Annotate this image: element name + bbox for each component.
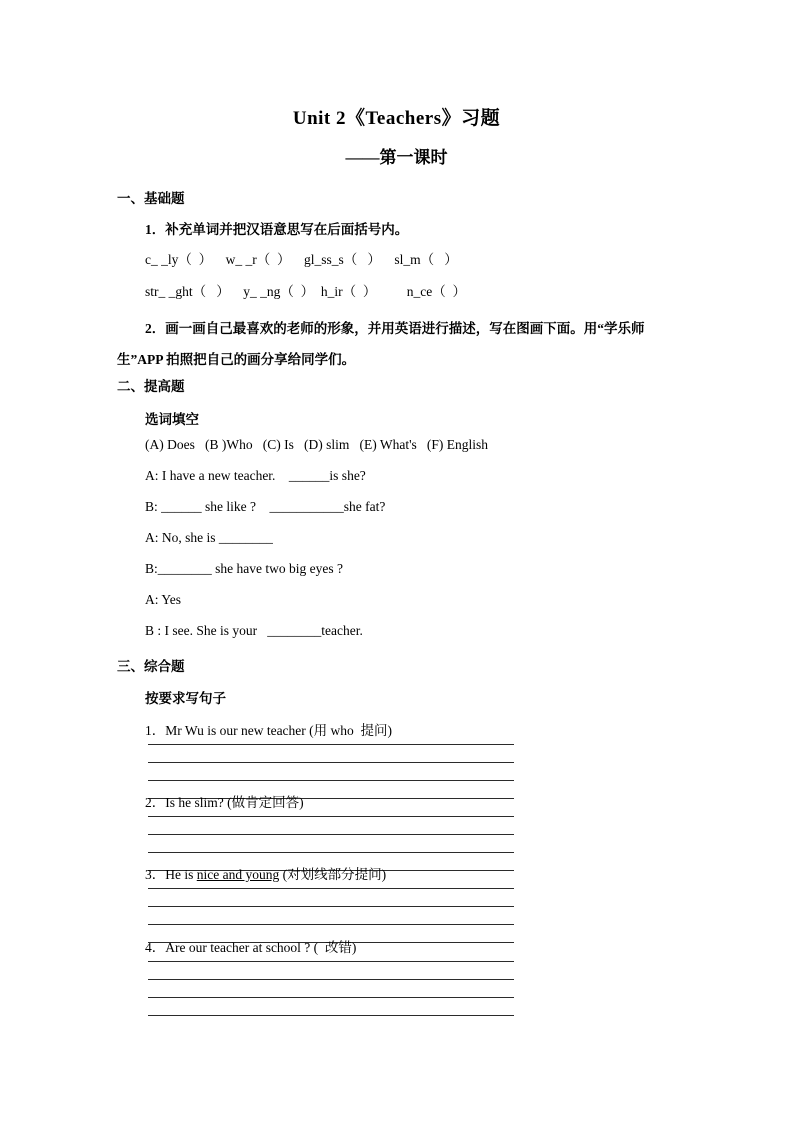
question-1 <box>145 719 392 739</box>
answer-rule <box>148 780 514 781</box>
section-heading-basic: 一、基础题 <box>117 191 185 206</box>
answer-rule <box>148 997 514 998</box>
answer-rule <box>148 816 514 817</box>
question-1-prefix: 1．Mr Wu is our new teacher (用 who 提问) <box>145 723 393 738</box>
answer-block-3[interactable] <box>148 888 514 943</box>
answer-rule <box>148 924 514 925</box>
section-heading-intermediate: 二、提高题 <box>117 379 185 394</box>
question-2-prefix: 2．Is he slim? (做肯定回答) <box>145 795 304 810</box>
word-fill-row-2: str_ _ght（ ） y_ _ng（ ） h_ir（ ） n_ce（ ） <box>145 284 466 299</box>
question-3-suffix: (对划线部分提问) <box>279 867 387 882</box>
question-3 <box>145 863 386 883</box>
question-3-prefix: 3．He is <box>145 867 197 882</box>
answer-rule <box>148 979 514 980</box>
answer-rule <box>148 1015 514 1016</box>
dialogue-line-1: A: I have a new teacher. ______is she? <box>145 468 366 483</box>
answer-rule <box>148 834 514 835</box>
word-bank: (A) Does (B )Who (C) Is (D) slim (E) What's (F) English <box>145 437 489 452</box>
question-3-underlined: nice and young <box>196 867 280 882</box>
question-2 <box>145 791 304 811</box>
dialogue-line-2: B: ______ she like ? ___________she fat? <box>145 499 386 514</box>
page-subtitle: ——第一课时 <box>345 148 448 167</box>
answer-rule <box>148 744 514 745</box>
task-label-2-line1: 2．画一画自己最喜欢的老师的形象，并用英语进行描述，写在图画下面。用“学乐师 <box>145 321 645 336</box>
section-heading-comprehensive: 三、综合题 <box>117 659 185 674</box>
task-label-2 <box>117 313 697 375</box>
answer-rule <box>148 961 514 962</box>
dialogue-line-5: A: Yes <box>145 592 182 607</box>
answer-block-4[interactable] <box>148 961 514 1016</box>
dialogue-line-6: B : I see. She is your ________teacher. <box>145 623 363 638</box>
subheading-write-sentences: 按要求写句子 <box>145 691 226 706</box>
question-4-prefix: 4．Are our teacher at school ? ( 改错) <box>145 940 357 955</box>
answer-rule <box>148 852 514 853</box>
question-4 <box>145 936 356 956</box>
answer-rule <box>148 888 514 889</box>
subheading-word-choice: 选词填空 <box>145 412 199 427</box>
word-fill-row-1: c_ _ly（ ） w_ _r（ ） gl_ss_s（ ） sl_m（ ） <box>145 252 458 267</box>
task-label-2-line2: 生”APP 拍照把自己的画分享给同学们。 <box>117 352 356 367</box>
dialogue-line-4: B:________ she have two big eyes ? <box>145 561 343 576</box>
page-title: Unit 2《Teachers》习题 <box>292 108 501 129</box>
answer-rule <box>148 762 514 763</box>
dialogue-line-3: A: No, she is ________ <box>145 530 273 545</box>
task-label-1: 1．补充单词并把汉语意思写在后面括号内。 <box>145 222 409 237</box>
answer-rule <box>148 906 514 907</box>
